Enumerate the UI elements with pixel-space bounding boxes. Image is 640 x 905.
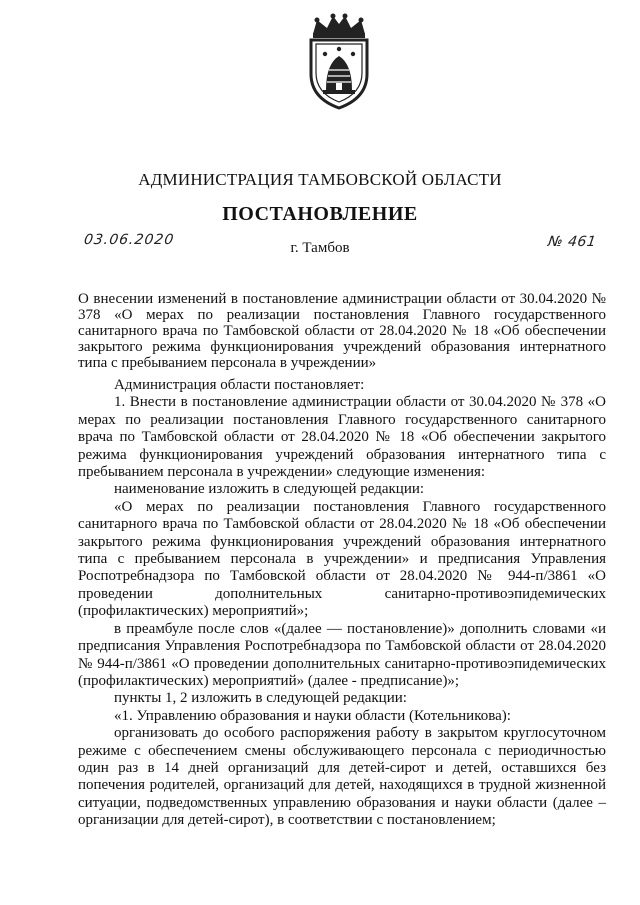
paragraph: наименование изложить в следующей редакции: (114, 481, 425, 498)
paragraph: пункты 1, 2 изложить в следующей редакции: (114, 690, 407, 707)
city-name: г. Тамбов (290, 240, 350, 256)
handwritten-date: 03.06.2020 (82, 232, 176, 248)
paragraph: 1. Внести в постановление администрации области от 30.04.2020 № 378 «О мерах по реализации постановления Главного государственного санитарного врача по Тамбовской области от 28.04.2020 № 18 «Об обеспечении закрытого режима функционирования учреждений образования интернатного типа с пребыванием персонала в учреждении» следующие изменения: (78, 394, 606, 481)
paragraph: Администрация области постановляет: (114, 377, 365, 393)
paragraph: организовать до особого распоряжения работу в закрытом круглосуточном режиме с обеспечением смены обслуживающего персонала с периодичностью один раз в 14 дней организаций для детей-сирот и детей, оставшихся без попечения родителей, организаций для детей, находящихся в трудной жизненной ситуации, подведомственных управлению образования и науки области (далее – организации для детей-сирот), в соответствии с постановлением; (78, 725, 606, 829)
document-type: ПОСТАНОВЛЕНИЕ (222, 203, 418, 225)
coat-of-arms-icon (299, 12, 379, 112)
paragraph: «1. Управлению образования и науки области (Котельникова): (114, 707, 511, 724)
paragraph: «О мерах по реализации постановления Главного государственного санитарного врача по Тамбовской области от 28.04.2020 № 18 «Об обеспечении закрытого режима функционирования учреждений образования интернатного типа с пребыванием персонала в учреждении» и предписания Управления Роспотребнадзора по Тамбовской области от 28.04.2020 № 944-п/3861 «О проведении дополнительных санитарно-противоэпидемических (профилактических) мероприятий»; (78, 498, 606, 620)
document-body (78, 377, 606, 830)
document-title: О внесении изменений в постановление администрации области от 30.04.2020 № 378 «О мерах по реализации постановления Главного государственного санитарного врача по Тамбовской области от 28.04.2020 № 18 «Об обеспечении закрытого режима функционирования учреждений образования интернатного типа с пребыванием персонала в учреждении» (78, 291, 606, 371)
organization-name: АДМИНИСТРАЦИЯ ТАМБОВСКОЙ ОБЛАСТИ (138, 170, 502, 189)
paragraph: в преамбуле после слов «(далее — постановление)» дополнить словами «и предписания Управления Роспотребнадзора по Тамбовской области от 28.04.2020 № 944-п/3861 «О проведении дополнительных санитарно-противоэпидемических (профилактических) мероприятий» (далее - предписание)»; (78, 620, 606, 689)
handwritten-number: № 461 (546, 234, 598, 250)
